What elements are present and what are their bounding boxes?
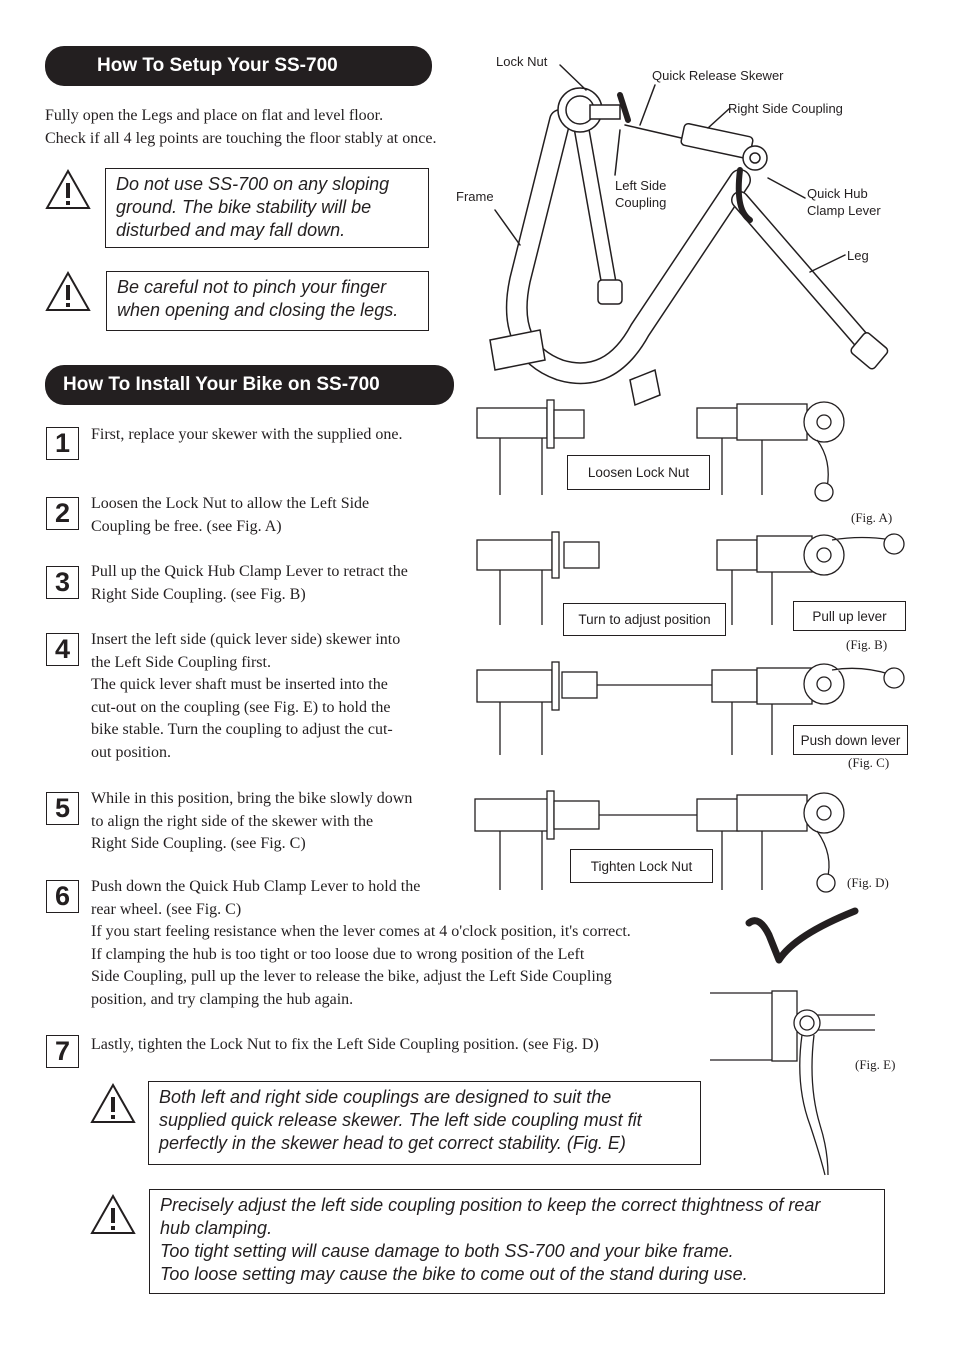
setup-heading — [45, 46, 432, 86]
step-line: Pull up the Quick Hub Clamp Lever to retract the — [91, 563, 408, 580]
warning-line: hub clamping. — [160, 1218, 273, 1238]
fig-d-caption: (Fig. D) — [847, 875, 889, 890]
warning-coupling-adjust — [149, 1189, 885, 1294]
step-text-4 — [91, 629, 400, 765]
warning-line: when opening and closing the legs. — [117, 300, 399, 320]
step-line: Right Side Coupling. (see Fig. B) — [91, 585, 306, 603]
fig-a-caption: (Fig. A) — [851, 510, 893, 525]
fig-c-callout: Push down lever — [793, 725, 908, 755]
warning-line: perfectly in the skewer head to get correct stability. (Fig. E) — [159, 1133, 626, 1153]
warning-triangle-icon — [45, 270, 91, 312]
step-text-6 — [91, 876, 631, 1012]
step-line: First, replace your skewer with the supplied one. — [91, 426, 403, 443]
label-line: Quick Hub — [807, 186, 868, 201]
step-line: Side Coupling, pull up the lever to release the bike, adjust the Left Side Coupling — [91, 968, 612, 986]
step-line: rear wheel. (see Fig. C) — [91, 900, 242, 918]
label-line: Left Side — [615, 178, 667, 193]
step-line: the Left Side Coupling first. — [91, 653, 271, 671]
fig-b-callout-left: Turn to adjust position — [563, 603, 726, 636]
warning-line: Too loose setting may cause the bike to come out of the stand during use. — [160, 1264, 748, 1284]
step-line: position, and try clamping the hub again. — [91, 990, 354, 1008]
step-line: Insert the left side (quick lever side) skewer into — [91, 631, 401, 648]
step-number-4: 4 — [46, 633, 79, 666]
step-line: out position. — [91, 743, 172, 761]
warning-line: Precisely adjust the left side coupling position to keep the correct thightness of rear — [160, 1195, 821, 1215]
stand-diagram — [450, 50, 920, 410]
figure-e-drawing — [710, 985, 880, 1180]
fig-b-caption: (Fig. B) — [846, 637, 888, 652]
label-quick-release-skewer: Quick Release Skewer — [652, 68, 784, 83]
fig-b-callout-right: Pull up lever — [793, 601, 906, 631]
install-heading — [45, 365, 454, 405]
step-line: The quick lever shaft must be inserted into the — [91, 676, 388, 694]
warning-line: Do not use SS-700 on any sloping — [116, 174, 390, 194]
fig-c-caption: (Fig. C) — [848, 755, 890, 770]
step-number-2: 2 — [46, 497, 79, 530]
step-line: If you start feeling resistance when the lever comes at 4 o'clock position, it's correct. — [91, 923, 631, 941]
checkmark-icon — [745, 905, 860, 965]
step-line: Loosen the Lock Nut to allow the Left Side — [91, 495, 370, 512]
label-right-side-coupling: Right Side Coupling — [728, 101, 843, 116]
warning-coupling-fit — [148, 1081, 701, 1165]
step-number-5: 5 — [46, 792, 79, 825]
warning-sloping-ground — [105, 168, 429, 248]
warning-triangle-icon — [45, 168, 91, 210]
step-text-2 — [91, 493, 369, 538]
step-text-7 — [91, 1034, 599, 1057]
step-text-1 — [91, 424, 402, 447]
label-lock-nut: Lock Nut — [496, 54, 548, 69]
label-quick-hub-clamp-lever — [807, 185, 881, 219]
setup-intro-line: Fully open the Legs and place on flat and level floor. — [45, 107, 384, 124]
step-number-1: 1 — [46, 427, 79, 460]
warning-line: supplied quick release skewer. The left side coupling must fit — [159, 1110, 642, 1130]
step-line: If clamping the hub is too tight or too loose due to wrong position of the Left — [91, 945, 585, 963]
warning-line: ground. The bike stability will be — [116, 197, 372, 217]
step-number-6: 6 — [46, 880, 79, 913]
install-heading-text: How To Install Your Bike on SS-700 — [63, 374, 380, 395]
setup-intro — [45, 105, 436, 150]
fig-a-callout: Loosen Lock Nut — [567, 455, 710, 490]
warning-line: Be careful not to pinch your finger — [117, 277, 387, 297]
warning-pinch-finger — [106, 271, 429, 331]
step-number-3: 3 — [46, 566, 79, 599]
step-line: to align the right side of the skewer with the — [91, 812, 374, 830]
step-text-3 — [91, 561, 408, 606]
step-line: Coupling be free. (see Fig. A) — [91, 517, 282, 535]
label-leg: Leg — [847, 248, 869, 263]
step-line: Right Side Coupling. (see Fig. C) — [91, 835, 306, 853]
label-line: Coupling — [615, 195, 667, 210]
label-frame: Frame — [456, 189, 494, 204]
setup-intro-line: Check if all 4 leg points are touching the floor stably at once. — [45, 129, 437, 147]
step-line: Lastly, tighten the Lock Nut to fix the Left Side Coupling position. (see Fig. D) — [91, 1036, 599, 1053]
step-line: bike stable. Turn the coupling to adjust the cut- — [91, 721, 393, 739]
step-line: While in this position, bring the bike slowly down — [91, 790, 413, 807]
label-line: Clamp Lever — [807, 203, 881, 218]
label-left-side-coupling — [615, 177, 666, 211]
step-line: Push down the Quick Hub Clamp Lever to hold the — [91, 878, 421, 895]
step-number-7: 7 — [46, 1035, 79, 1068]
fig-e-caption: (Fig. E) — [855, 1057, 896, 1072]
warning-triangle-icon — [90, 1193, 136, 1235]
setup-heading-text: How To Setup Your SS-700 — [97, 55, 338, 76]
warning-line: disturbed and may fall down. — [116, 220, 346, 240]
step-text-5 — [91, 788, 412, 856]
warning-line: Too tight setting will cause damage to both SS-700 and your bike frame. — [160, 1241, 734, 1261]
step-line: cut-out on the coupling (see Fig. E) to hold the — [91, 698, 391, 716]
warning-line: Both left and right side couplings are designed to suit the — [159, 1087, 612, 1107]
warning-triangle-icon — [90, 1082, 136, 1124]
fig-d-callout: Tighten Lock Nut — [570, 849, 713, 883]
